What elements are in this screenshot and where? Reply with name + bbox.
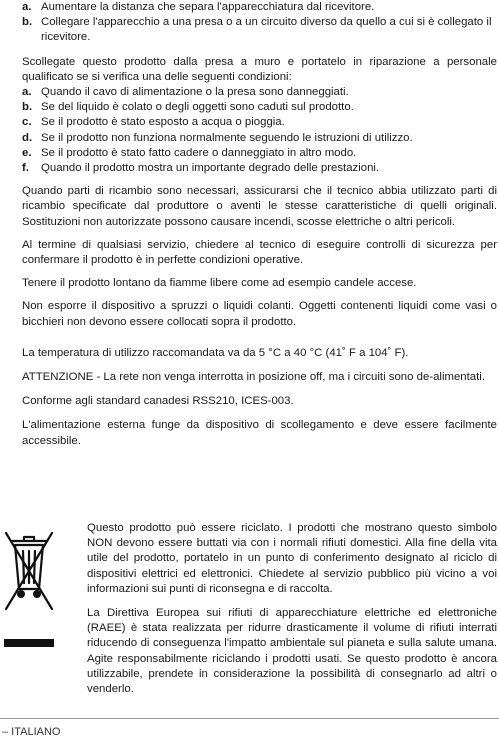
list-marker: a.: [22, 1, 32, 13]
list-marker: e.: [22, 146, 32, 159]
footer-divider: [0, 718, 499, 719]
document-body: [22, 0, 497, 449]
service-paragraph: Al termine di qualsiasi servizio, chiedere al tecnico di eseguire controlli di sicurezza per confermare il prodotto è in perfette condizioni operative.: [22, 238, 497, 267]
flames-paragraph: Tenere il prodotto lontano da fiamme libere come ad esempio candele accese.: [22, 277, 417, 290]
standards-paragraph: Conforme agli standard canadesi RSS210, ICES-003.: [22, 395, 294, 408]
list-text: Se del liquido è colato o degli oggetti sono caduti sul prodotto.: [41, 101, 354, 114]
list-item: [22, 146, 497, 161]
list-text: Quando il cavo di alimentazione o la presa sono danneggiati.: [41, 86, 349, 99]
liquids-paragraph: Non esporre il dispositivo a spruzzi o liquidi colanti. Oggetti contenenti liquidi come vasi o bicchieri non devono essere collocati sopra il prodotto.: [22, 300, 497, 328]
list-marker: b.: [22, 16, 33, 29]
footer-language-label: – ITALIANO: [2, 726, 61, 738]
list-item: [22, 15, 497, 45]
replacement-paragraph: Quando parti di ricambio sono necessari, assicurarsi che il tecnico abbia utilizzato parti di ricambio specificate dal produttore o aventi le stesse caratteristiche di quelli originali. Sostituzioni non autorizzate possono causare incendi, scosse elettriche o altri pericoli.: [22, 185, 497, 228]
list-text: Quando il prodotto mostra un importante degrado delle prestazioni.: [41, 162, 380, 175]
recycling-paragraph-1: Questo prodotto può essere riciclato. I prodotti che mostrano questo simbolo NON devono essere buttati via con i normali rifiuti domestici. Alla fine della vita utile del prodotto, portatelo in un punto di conferimento designato al riciclo di dispositivi elettrici ed elettronici. Chiedete al servizio pubblico più vicino a voi informazioni sui punti di riconsegna e di raccolta.: [87, 522, 497, 595]
list-item: [22, 161, 497, 176]
crossed-out-wheelie-bin-icon: [2, 527, 56, 647]
list-text: Se il prodotto è stato fatto cadere o danneggiato in altro modo.: [41, 146, 357, 159]
list-text: Aumentare la distanza che separa l'apparecchiatura dal ricevitore.: [41, 1, 375, 13]
attention-paragraph: ATTENZIONE - La rete non venga interrotta in posizione off, ma i circuiti sono de-alimentati.: [22, 371, 486, 384]
power-paragraph: L'alimentazione esterna funge da dispositivo di scollegamento e deve essere facilmente accessibile.: [22, 419, 497, 447]
list-item: [22, 100, 497, 115]
interference-list: [22, 0, 497, 46]
list-item: [22, 115, 497, 130]
list-marker: d.: [22, 131, 33, 144]
list-text: Se il prodotto è stato esposto a acqua o pioggia.: [41, 116, 285, 129]
list-marker: f.: [22, 162, 29, 175]
list-marker: a.: [22, 86, 32, 99]
recycling-paragraph-2: La Direttiva Europea sui rifiuti di apparecchiature elettriche ed elettroniche (RAEE) è stata realizzata per ridurre drasticamente il volume di rifiuti interrati riducendo di conseguenza l'impatto ambientale sul pianeta e sulla salute umana. Agite responsabilmente riciclando i prodotti usati. Se questo prodotto è ancora utilizzabile, prendete in considerazione la possibilità di consegnarlo ad altri o venderlo.: [87, 607, 497, 696]
recycling-text: [87, 521, 497, 697]
list-text: Se il prodotto non funziona normalmente seguendo le istruzioni di utilizzo.: [41, 131, 413, 144]
list-marker: c.: [22, 116, 32, 129]
conditions-list: [22, 85, 497, 176]
intro-paragraph: Scollegate questo prodotto dalla presa a muro e portatelo in riparazione a personale qualificato se si verifica una delle seguenti condizioni:: [22, 55, 497, 83]
list-text: Collegare l'apparecchio a una presa o a un circuito diverso da quello a cui si è collegato il ricevitore.: [41, 16, 492, 44]
list-item: [22, 131, 497, 146]
list-marker: b.: [22, 101, 33, 114]
list-item: [22, 0, 497, 15]
list-item: [22, 85, 497, 100]
temperature-paragraph: La temperatura di utilizzo raccomandata va da 5 °C a 40 °C (41˚ F a 104˚ F).: [22, 346, 409, 359]
